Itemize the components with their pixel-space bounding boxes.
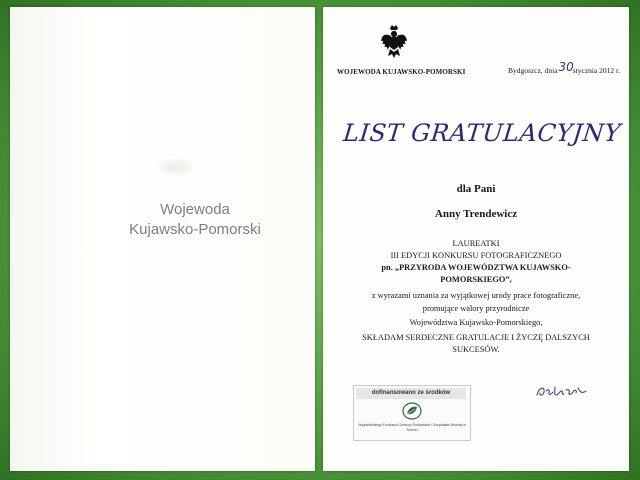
funding-text: Wojewódzkiego Funduszu Ochrony Środowiska i Gospodarki Wodnej w Toruniu — [358, 423, 466, 432]
letter-line-6: promujące walory przyrodnicze — [422, 304, 530, 313]
letter-line-5: z wyrazami uznania za wyjątkowej urody prace fotograficzne, — [371, 291, 581, 300]
faint-seal-icon — [158, 159, 192, 175]
place-and-date — [508, 62, 620, 76]
date-suffix: stycznia 2012 r. — [572, 66, 621, 75]
eagle-emblem-icon — [381, 25, 407, 59]
letter-line-2: III EDYCJI KONKURSU FOTOGRAFICZNEGO — [390, 251, 562, 260]
left-title-line-1: Wojewoda — [160, 201, 230, 218]
signature-icon — [533, 381, 591, 401]
recipient-name: Anny Trendewicz — [434, 208, 518, 220]
letter-line-8: SKŁADAM SERDECZNE GRATULACJE I ŻYCZĘ DALSZYCH — [362, 333, 590, 342]
right-page-letter — [323, 7, 629, 471]
letter-line-1: LAUREATKI — [452, 239, 500, 248]
left-page — [10, 7, 315, 471]
letter-line-3: pn. „PRZYRODA WOJEWÓDZTWA KUJAWSKO- — [381, 263, 571, 272]
letter-line-9: SUKCESÓW. — [452, 345, 500, 354]
letter-line-7: Województwa Kujawsko-Pomorskiego, — [409, 318, 543, 327]
handwritten-day: 30 — [558, 60, 574, 74]
funding-header: dofinansowano ze środków — [356, 388, 466, 399]
left-page-title — [110, 200, 280, 240]
document-title: LIST GRATULACYJNY — [341, 119, 623, 147]
fund-leaf-logo-icon — [402, 402, 422, 420]
left-title-line-2: Kujawsko-Pomorski — [129, 221, 261, 238]
place-prefix: Bydgoszcz, dnia — [508, 66, 558, 75]
salutation: dla Pani — [456, 183, 496, 195]
office-name: WOJEWODA KUJAWSKO-POMORSKI — [337, 68, 466, 76]
letter-line-4: POMORSKIEGO”, — [440, 275, 512, 284]
funding-box — [353, 385, 471, 441]
